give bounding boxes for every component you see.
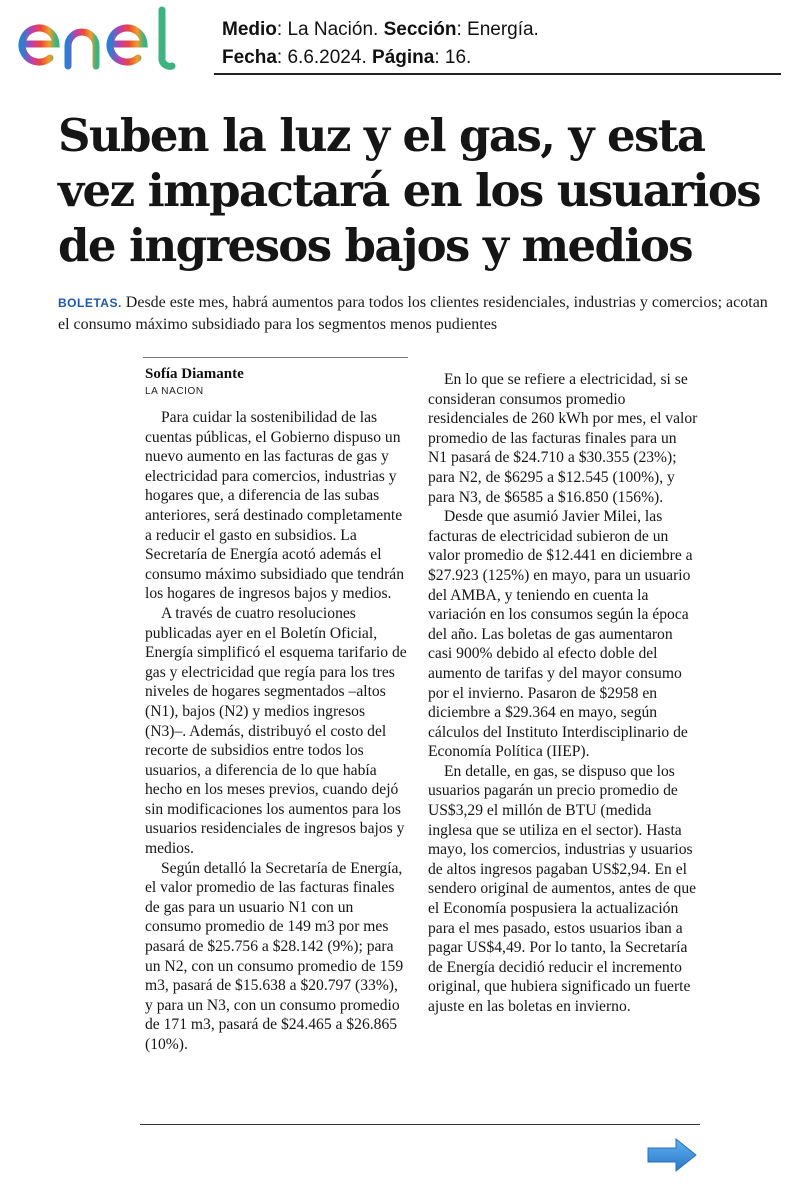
fecha-label: Fecha (222, 47, 277, 68)
meta-line-2: Fecha: 6.6.2024. Página: 16. (222, 47, 472, 68)
paragraph: Desde que asumió Javier Milei, las facturas de electricidad subieron de un valor promedio de $12.441 en diciembre a $27.923 (125%) en mayo, para un usuario del AMBA, y teniendo en cuenta la variación en los consumos según la época del año. Las boletas de gas aumentaron casi 900% debido al efecto doble del aumento de tarifas y del mayor consumo por el invierno. Pasaron de $2958 en diciembre a $29.364 en mayo, según cálculos del Instituto Interdisciplinario de Economía Política (IIEP). (428, 508, 693, 761)
fecha-value: 6.6.2024. (287, 47, 367, 68)
article-lead (58, 292, 778, 335)
page-header (0, 0, 800, 78)
paragraph: A través de cuatro resoluciones publicadas ayer en el Boletín Oficial, Energía simplificó el esquema tarifario de gas y electricidad que regía para los tres niveles de hogares segmentados –altos (N1), bajos (N2) y medios ingresos (N3)–. Además, distribuyó el costo del recorte de subsidios entre todos los usuarios, a diferencia de lo que había hecho en los meses previos, cuando dejó sin modificaciones los aumentos para los usuarios residenciales de ingresos bajos y medios. (145, 604, 407, 858)
paragraph: En detalle, en gas, se dispuso que los usuarios pagarán un precio promedio de US$3,29 el millón de BTU (medida inglesa que se utiliza en el sector). Hasta mayo, los comercios, industrias y usuarios de altos ingresos pagaban US$2,94. En el sendero original de aumentos, antes de que el Economía pospusiera la actualización para el mes pasado, estos usuarios iban a pagar US$4,49. Por lo tanto, la Secretaría de Energía decidió reducir el incremento original, que hubiera significado un fuerte ajuste en las boletas en invierno. (428, 762, 697, 1015)
paragraph: Para cuidar la sostenibilidad de las cuentas públicas, el Gobierno dispuso un nuevo aumento en las facturas de gas y electricidad para comercios, industrias y hogares que, a diferencia de las subas anteriores, será destinado completamente a reducir el gasto en subsidios. La Secretaría de Energía acotó además el consumo máximo subsidiado que tendrán los hogares de ingresos bajos y medios. (145, 409, 404, 603)
article-column-left (145, 408, 408, 1055)
arrow-right-icon[interactable] (646, 1137, 698, 1173)
paragraph: En lo que se refiere a electricidad, si se consideran consumos promedio residenciales de 260 kWh por mes, el valor promedio de las facturas finales para un N1 pasará de $24.710 a $30.355 (23%); para N2, de $6295 a $12.545 (100%), y para N3, de $6585 a $16.850 (156%). (428, 371, 698, 506)
article-headline: Suben la luz y el gas, y esta vez impactará en los usuarios de ingresos bajos y medios (58, 109, 761, 272)
medio-value: La Nación. (287, 19, 379, 40)
article-column-right (428, 370, 698, 1017)
bottom-divider (140, 1124, 700, 1125)
medio-label: Medio (222, 19, 277, 40)
publication-meta (222, 16, 539, 72)
meta-line-1: Medio: La Nación. Sección: Energía. (222, 19, 539, 40)
lead-kicker: BOLETAS. (58, 296, 122, 310)
paragraph: Según detalló la Secretaría de Energía, el valor promedio de las facturas finales de gas para un usuario N1 con un consumo promedio de 149 m3 por mes pasará de $25.756 a $28.142 (9%); para un N2, con un consumo promedio de 159 m3, pasará de $15.638 a $20.797 (33%), y para un N3, con un consumo promedio de 171 m3, pasará de $24.465 a $26.865 (10%). (145, 859, 404, 1053)
pagina-value: 16. (444, 47, 472, 68)
author-name: Sofía Diamante (145, 366, 244, 382)
pagina-label: Página (372, 47, 435, 68)
agency-name: LA NACION (145, 386, 204, 397)
seccion-label: Sección (383, 19, 457, 40)
lead-text: Desde este mes, habrá aumentos para todos los clientes residenciales, industrias y comercios; acotan el consumo máximo subsidiado para los segmentos menos pudientes (58, 294, 768, 333)
seccion-value: Energía. (467, 19, 539, 40)
enel-logo (16, 6, 196, 72)
header-divider (214, 73, 781, 75)
byline-divider (143, 357, 408, 358)
